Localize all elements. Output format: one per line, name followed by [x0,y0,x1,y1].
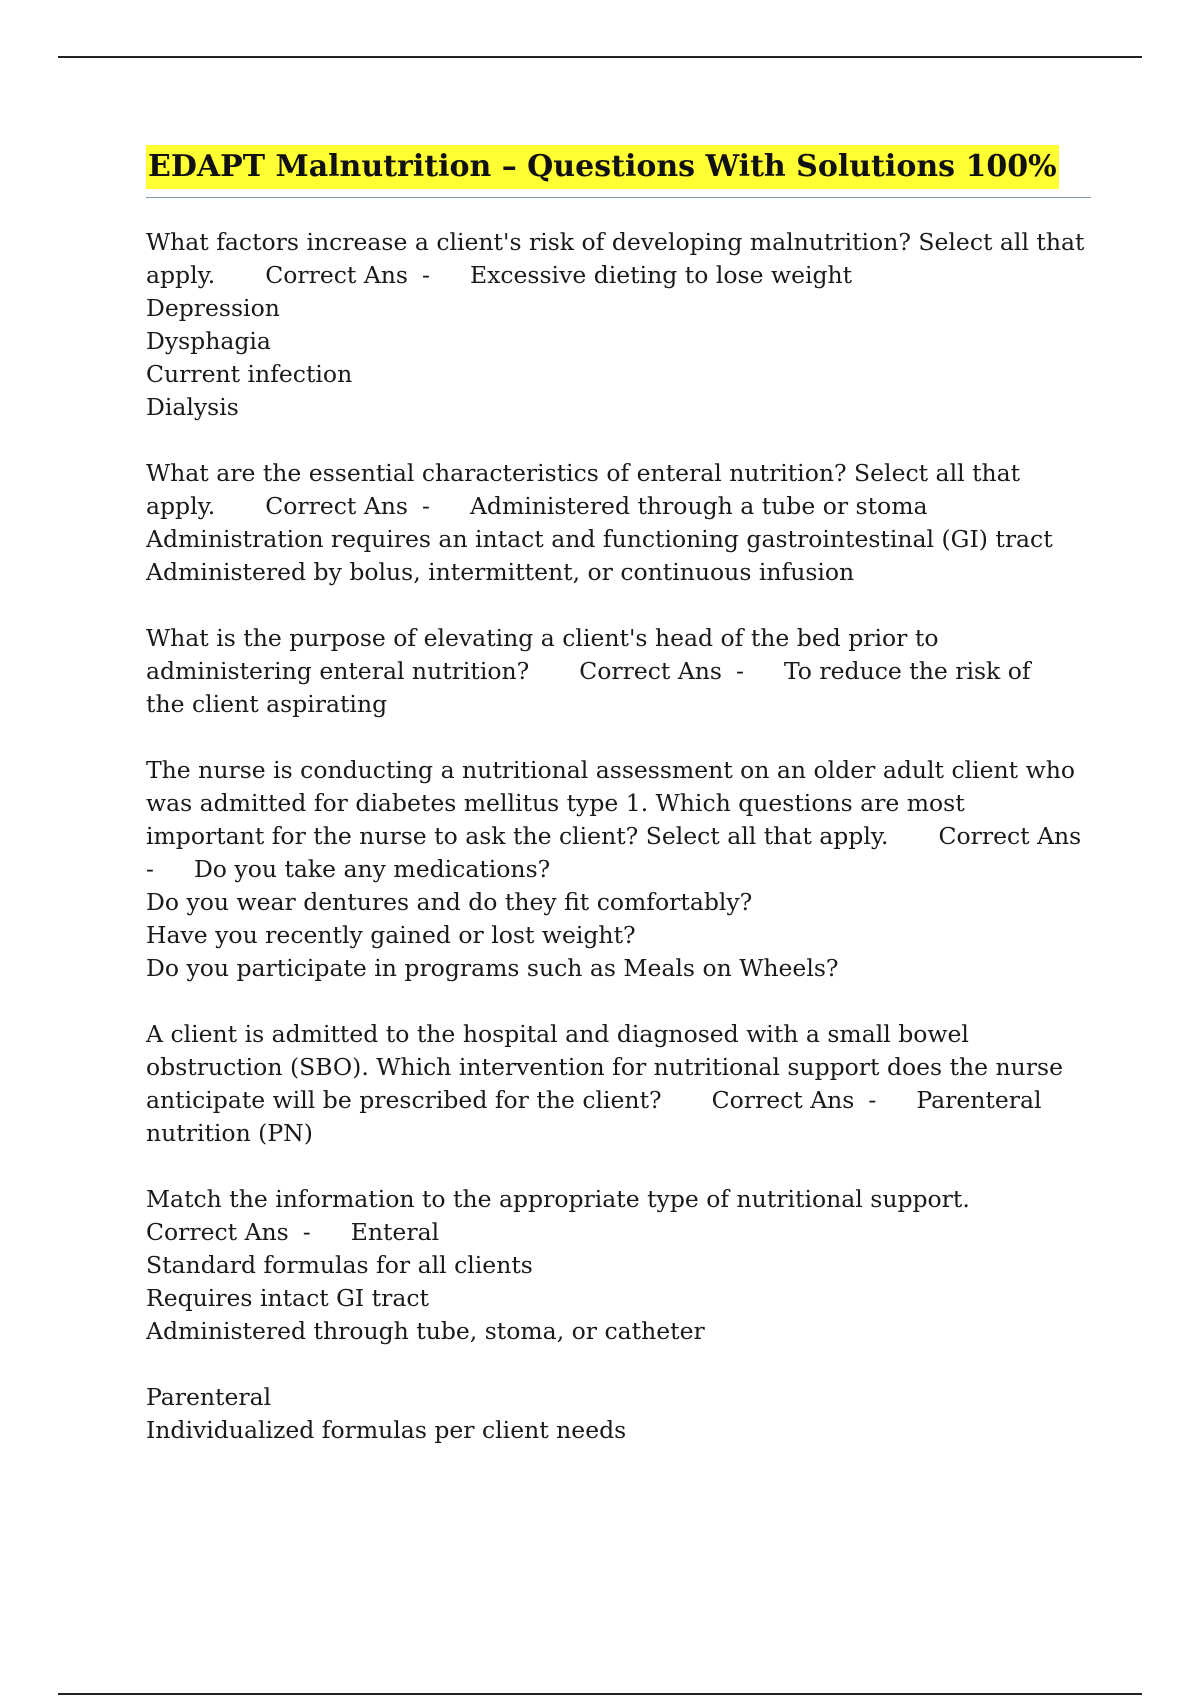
answer-dash: - [302,1218,311,1246]
answer-text: nutrition (PN) [146,1119,313,1147]
answer-label: Correct Ans [146,1218,289,1246]
qa-item-5 [146,1018,1091,1150]
title-block [146,145,1091,198]
question-answer-line [146,820,1091,853]
answer-text: Standard formulas for all clients [146,1251,533,1279]
answer-label: Correct Ans [265,492,408,520]
question-text: important for the nurse to ask the client? Select all that apply. [146,822,889,850]
header-rule [58,56,1142,58]
answer-text: Parenteral [916,1086,1042,1114]
question-text: Match the information to the appropriate type of nutritional support. [146,1185,970,1213]
question-text: What factors increase a client's risk of developing malnutrition? Select all that [146,228,1085,256]
question-answer-line [146,490,1091,523]
answer-label: Correct Ans [265,261,408,289]
answer-text: Do you wear dentures and do they fit comfortably? [146,888,753,916]
answer-dash: - [422,492,430,520]
answer-text: Excessive dieting to lose weight [469,261,853,289]
question-answer-line [146,655,1091,688]
answer-dash: - [736,657,744,685]
document-title: EDAPT Malnutrition – Questions With Solutions 100% [146,145,1059,189]
answer-text: the client aspirating [146,690,388,718]
answer-text: Administered through a tube or stoma [469,492,928,520]
question-text: obstruction (SBO). Which intervention for nutritional support does the nurse [146,1053,1064,1081]
qa-item-6 [146,1183,1091,1447]
answer-dash: - [146,855,154,883]
footer-rule [58,1693,1142,1695]
qa-item-1 [146,226,1091,424]
answer-text: Do you participate in programs such as Meals on Wheels? [146,954,839,982]
answer-text: Have you recently gained or lost weight? [146,921,636,949]
question-answer-line [146,259,1091,292]
blank-line [146,1348,1091,1381]
answer-text: Requires intact GI tract [146,1284,429,1312]
question-answer-line [146,1084,1091,1117]
answer-text: Current infection [146,360,353,388]
answer-label: Correct Ans [711,1086,855,1114]
answer-dash: - [868,1086,877,1114]
question-text: apply. [146,261,216,289]
question-text: apply. [146,492,216,520]
answer-line [146,853,1091,886]
question-text: The nurse is conducting a nutritional assessment on an older adult client who [146,756,1075,784]
answer-text: Individualized formulas per client needs [146,1416,627,1444]
qa-item-2 [146,457,1091,589]
answer-text: Dysphagia [146,327,271,355]
answer-text: To reduce the risk of [783,657,1031,685]
question-text: administering enteral nutrition? [146,657,530,685]
answer-dash: - [422,261,430,289]
answer-text: Parenteral [146,1383,272,1411]
qa-item-4 [146,754,1091,985]
answer-line [146,1216,1091,1249]
answer-text: Administered through tube, stoma, or catheter [146,1317,705,1345]
answer-text: Enteral [350,1218,440,1246]
question-text: A client is admitted to the hospital and diagnosed with a small bowel [146,1020,969,1048]
question-text: was admitted for diabetes mellitus type 1. Which questions are most [146,789,965,817]
answer-label: Correct Ans [938,822,1082,850]
answer-text: Do you take any medications? [193,855,551,883]
answer-text: Administration requires an intact and functioning gastrointestinal (GI) tract [146,525,1053,553]
qa-item-3 [146,622,1091,721]
answer-text: Dialysis [146,393,239,421]
answer-text: Administered by bolus, intermittent, or continuous infusion [146,558,855,586]
document-body [146,145,1091,1480]
question-text: anticipate will be prescribed for the client? [146,1086,662,1114]
question-text: What are the essential characteristics of enteral nutrition? Select all that [146,459,1021,487]
answer-label: Correct Ans [579,657,722,685]
answer-text: Depression [146,294,280,322]
question-text: What is the purpose of elevating a client's head of the bed prior to [146,624,939,652]
